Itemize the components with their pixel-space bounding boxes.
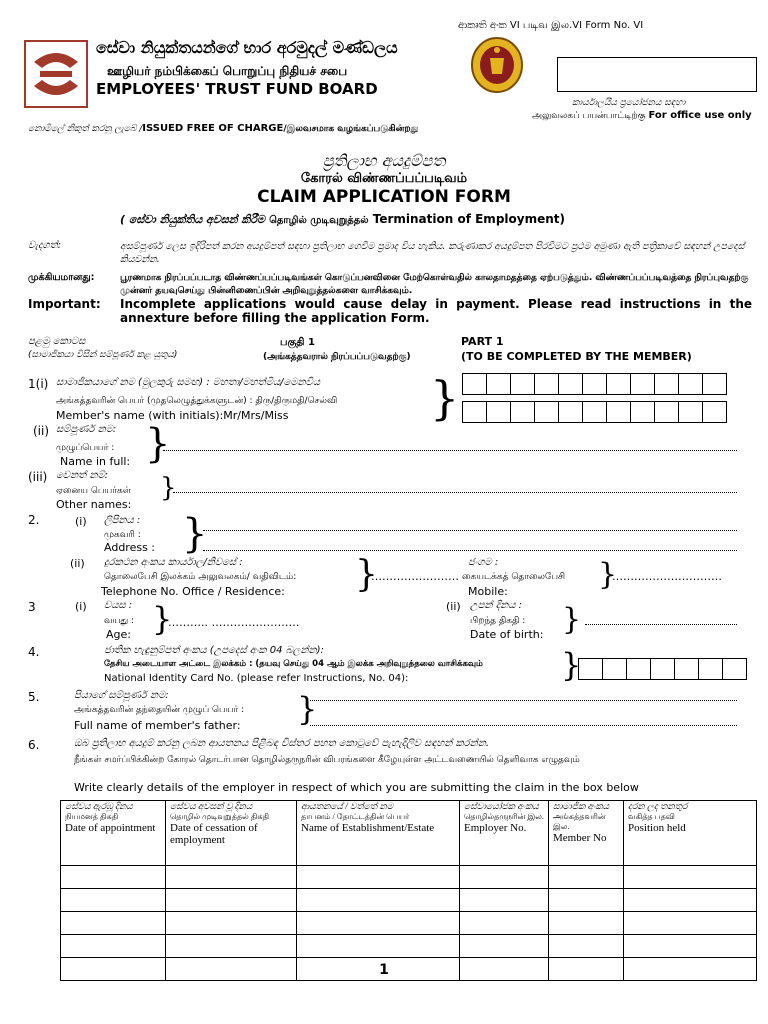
brace-10: } bbox=[297, 690, 318, 728]
field-5-sub: (ii) bbox=[70, 557, 85, 570]
field-5-label-en: Telephone No. Office / Residence: bbox=[101, 585, 285, 598]
header-ta: வகித்த பதவி bbox=[628, 812, 675, 821]
field-3-label-en: Other names: bbox=[56, 498, 132, 511]
subtitle-en: Termination of Employment) bbox=[372, 212, 565, 226]
org-name-english: EMPLOYEES' TRUST FUND BOARD bbox=[96, 80, 378, 98]
table-cell[interactable] bbox=[297, 935, 460, 958]
table-cell[interactable] bbox=[166, 912, 297, 935]
field-7-number: 4. bbox=[28, 645, 40, 659]
sri-lanka-emblem-icon bbox=[470, 36, 524, 94]
employer-label-en: Write clearly details of the employer in respect of which you are submitting the claim in the box below bbox=[74, 781, 639, 794]
address-line-1[interactable] bbox=[203, 530, 737, 531]
age-label-en: Age: bbox=[106, 628, 131, 641]
header-en: Member No bbox=[553, 832, 607, 844]
office-use-label bbox=[532, 110, 752, 122]
brace-5: } bbox=[355, 554, 378, 595]
char-box[interactable] bbox=[698, 658, 723, 680]
father-line-2[interactable] bbox=[310, 725, 737, 726]
table-cell[interactable] bbox=[61, 889, 166, 912]
employer-table bbox=[60, 800, 757, 981]
table-cell[interactable] bbox=[166, 935, 297, 958]
age-label-ta: வயது : bbox=[104, 616, 135, 626]
org-name-tamil: ஊழியர் நம்பிக்கைப் பொறுப்பு நிதியச் சபை bbox=[107, 64, 348, 78]
header-si: සේවය ඇරඹූ දිනය bbox=[65, 801, 133, 811]
field-2-label-si: සම්පූර්ණ නම: bbox=[56, 424, 117, 435]
header-en: Employer No. bbox=[464, 822, 527, 834]
char-box[interactable] bbox=[534, 373, 559, 395]
field-4-label-ta: முகவரி : bbox=[104, 530, 141, 540]
office-use-label-en: For office use only bbox=[648, 110, 752, 121]
org-name-sinhala: සේවා නියුක්තයන්ගේ භාර අරමුදල් මණ්ඩලය bbox=[96, 38, 398, 57]
field-6-number: 3 bbox=[28, 600, 36, 614]
notice-label-ta: முக்கியமானது: bbox=[28, 272, 95, 283]
table-cell[interactable] bbox=[297, 912, 460, 935]
header-en: Date of appointment bbox=[65, 822, 156, 834]
table-row bbox=[61, 889, 757, 912]
field-5-label-ta: தொலைபேசி இலக்கம் அலுவலகம்/ வதிவிடம்: bbox=[104, 572, 297, 582]
table-cell[interactable] bbox=[460, 866, 549, 889]
header-en: Position held bbox=[628, 822, 686, 834]
char-box[interactable] bbox=[578, 658, 603, 680]
char-box[interactable] bbox=[722, 658, 747, 680]
table-cell[interactable] bbox=[166, 866, 297, 889]
employer-label-ta: நீங்கள் சமர்ப்பிக்கின்ற கோரல் தொடர்பான தொழில்தருநரின் விபரங்களை கீழேயுள்ள அட்டவணையில் தெளிவாக எழுதவும் bbox=[74, 755, 580, 765]
name-initials-grid-row2[interactable] bbox=[463, 401, 727, 423]
brace-3: } bbox=[160, 473, 177, 503]
col-employer-no bbox=[460, 801, 549, 866]
father-label-si: පියාගේ සම්පූර්ණ නම: bbox=[74, 690, 169, 701]
field-3-label-si: වෙනත් නම්: bbox=[56, 470, 109, 481]
table-cell[interactable] bbox=[61, 866, 166, 889]
subtitle-si: ( සේවා නියුක්තිය අවසන් කිරීම bbox=[120, 213, 265, 226]
table-row bbox=[61, 935, 757, 958]
office-use-label-si: කාර්යාලයීය ප්‍රයෝජනය සඳහා bbox=[572, 98, 686, 108]
table-cell[interactable] bbox=[460, 912, 549, 935]
field-3-number: (iii) bbox=[28, 470, 48, 484]
dob-sub: (ii) bbox=[446, 600, 461, 613]
header-si: ආයතනයේ / වත්තේ නම bbox=[301, 801, 394, 811]
subtitle bbox=[120, 212, 565, 227]
header-si: දරන ලද තනතුර bbox=[628, 801, 688, 811]
col-cessation bbox=[166, 801, 297, 866]
field-4-number: 2. bbox=[28, 513, 40, 527]
mobile-label-en: Mobile: bbox=[468, 585, 508, 598]
header-ta: நியமனத் திகதி bbox=[65, 812, 119, 821]
field-4-label-en: Address : bbox=[104, 541, 156, 554]
brace-7: } bbox=[152, 600, 173, 638]
table-cell[interactable] bbox=[297, 889, 460, 912]
age-dots[interactable]: ……….. …………………… bbox=[168, 616, 300, 629]
dob-line[interactable] bbox=[585, 624, 737, 625]
telephone-dots[interactable]: …………………… bbox=[371, 570, 459, 583]
part-label-si: පළමු කොටස bbox=[28, 336, 86, 347]
char-box[interactable] bbox=[626, 658, 651, 680]
char-box[interactable] bbox=[678, 401, 703, 423]
header-si: සේවය අවසන් වූ දිනය bbox=[170, 801, 253, 811]
char-box[interactable] bbox=[602, 658, 627, 680]
char-box[interactable] bbox=[674, 658, 699, 680]
table-cell[interactable] bbox=[624, 935, 757, 958]
header-ta: தொழில் முடிவுறுத்தல் திகதி bbox=[170, 812, 270, 821]
title-sinhala: ප්‍රතිලාභ අයදුම්පත bbox=[322, 151, 446, 170]
issued-free-ta: /இலவசமாக வழங்கப்படுகின்றது bbox=[283, 124, 419, 134]
notice-label-en: Important: bbox=[28, 297, 101, 311]
notice-text-ta: பூரணமாக நிரப்பப்படாத விண்ணப்பப்படிவங்கள் கொடுப்பனவினை மேற்கொள்வதில் காலதாமதத்தை ஏற்படுத்தும். விண்ணப்பப்படிவத்தை நிரப்புவதற்கு முன்னர் தயவுசெய்து பின்னிணைப்பின் அறிவுறுத்தல்களை வாசிக்கவும். bbox=[120, 273, 749, 296]
char-box[interactable] bbox=[654, 401, 679, 423]
field-3-label-ta: ஏனைய பெயர்கள் bbox=[56, 486, 131, 496]
part-sub-en: (TO BE COMPLETED BY THE MEMBER) bbox=[461, 350, 692, 363]
char-box[interactable] bbox=[510, 373, 535, 395]
char-box[interactable] bbox=[606, 401, 631, 423]
etf-logo bbox=[24, 40, 88, 108]
office-use-label-ta: அலுவலகப் பயன்பாட்டிற்கு bbox=[532, 111, 646, 121]
char-box[interactable] bbox=[702, 401, 727, 423]
part-label-en: PART 1 bbox=[461, 335, 504, 348]
field-5-label-si: දුරකථන අංකය කාර්යාල/නිවසේ : bbox=[104, 557, 243, 568]
age-label-si: වයස : bbox=[104, 600, 133, 611]
char-box[interactable] bbox=[678, 373, 703, 395]
header-ta: அங்கத்தவரின் இல. bbox=[553, 812, 606, 831]
char-box[interactable] bbox=[630, 401, 655, 423]
notice-label-si: වැදගත්: bbox=[28, 240, 62, 251]
dob-label-ta: பிறந்த திகதி : bbox=[470, 616, 526, 626]
table-header-row bbox=[61, 801, 757, 866]
char-box[interactable] bbox=[654, 373, 679, 395]
page-number: 1 bbox=[379, 962, 389, 978]
table-cell[interactable] bbox=[549, 889, 624, 912]
brace-1: } bbox=[430, 371, 460, 425]
char-box[interactable] bbox=[510, 401, 535, 423]
table-cell[interactable] bbox=[549, 912, 624, 935]
field-2-label-ta: முழுப்பெயர் : bbox=[56, 443, 115, 453]
brace-6: } bbox=[598, 557, 618, 592]
issued-free-line bbox=[28, 123, 418, 135]
other-names-line[interactable] bbox=[173, 492, 737, 493]
header-ta: தாபனம் / தோட்டத்தின் பெயர் bbox=[301, 812, 410, 821]
field-9-number: 6. bbox=[28, 738, 40, 752]
header-si: සාමාජික අංකය bbox=[553, 801, 610, 811]
table-row bbox=[61, 866, 757, 889]
col-appointment bbox=[61, 801, 166, 866]
table-cell[interactable] bbox=[460, 935, 549, 958]
field-1-number: 1(i) bbox=[28, 377, 49, 391]
father-label-ta: அங்கத்தவரின் தந்தையின் முழுப் பெயர் : bbox=[74, 705, 245, 715]
field-1-label-ta: அங்கத்தவரின் பெயர் (முதலெழுத்துக்களுடன்) : திரு/திருமதி/செல்வி bbox=[56, 396, 338, 406]
table-cell[interactable] bbox=[624, 912, 757, 935]
part-sub-si: (සාමාජිකයා විසින් සම්පූර්ණ කළ යුතුය) bbox=[28, 350, 178, 360]
char-box[interactable] bbox=[462, 401, 487, 423]
name-initials-grid-row1[interactable] bbox=[463, 373, 727, 395]
field-4-label-si: ලිපිනය : bbox=[104, 515, 141, 526]
dob-label-si: උපන් දිනය : bbox=[470, 600, 522, 611]
title-english: CLAIM APPLICATION FORM bbox=[257, 187, 511, 207]
brace-4: } bbox=[182, 511, 208, 557]
notice-text-en: Incomplete applications would cause delay in payment. Please read instructions in the annexture before filling the application Form. bbox=[120, 297, 752, 325]
employer-label-si: ඔබ ප්‍රතිලාභ අයදුම් කරනු ලබන ආයතනය පිළිබඳ විස්තර පහත කොටුවේ පැහැදිලිව සඳහන් කරන්න. bbox=[74, 738, 490, 749]
table-cell[interactable] bbox=[624, 889, 757, 912]
field-4-sub: (i) bbox=[75, 515, 87, 528]
char-box[interactable] bbox=[462, 373, 487, 395]
header-si: සේවායෝජක අංකය bbox=[464, 801, 539, 811]
nic-label-si: ජාතික හැඳුනුම්පත් අංකය (උපදෙස් අංක 04 බලන්න): bbox=[104, 645, 324, 656]
mobile-label-si: ජංගම : bbox=[468, 557, 499, 568]
subtitle-ta: தொழில் முடிவுறுத்தல் bbox=[269, 215, 369, 226]
field-6-sub: (i) bbox=[75, 600, 87, 613]
header-en: Date of cessation of employment bbox=[170, 822, 258, 846]
mobile-label-ta: கையடக்கத் தொலைபேசி bbox=[462, 572, 566, 582]
table-cell[interactable] bbox=[297, 866, 460, 889]
part-sub-ta: (அங்கத்தவரால் நிரப்பப்படுவதற்கு) bbox=[263, 352, 411, 362]
char-box[interactable] bbox=[486, 401, 511, 423]
nic-grid[interactable] bbox=[579, 658, 747, 680]
form-number: ආකෘති අංක VI படிவ இல.VI Form No. VI bbox=[458, 20, 644, 31]
office-use-box[interactable] bbox=[557, 57, 757, 92]
header-ta: தொழில்தருநரின் இல. bbox=[464, 812, 544, 821]
header-en: Name of Establishment/Estate bbox=[301, 822, 435, 834]
full-name-line-1[interactable] bbox=[163, 450, 737, 451]
mobile-dots[interactable]: ………………………… bbox=[612, 570, 722, 583]
field-8-number: 5. bbox=[28, 690, 40, 704]
char-box[interactable] bbox=[486, 373, 511, 395]
col-position bbox=[624, 801, 757, 866]
issued-free-si: නොමිලේ නිකුත් කරනු ලැබේ / bbox=[28, 124, 143, 134]
father-label-en: Full name of member's father: bbox=[74, 719, 241, 732]
char-box[interactable] bbox=[582, 401, 607, 423]
father-line-1[interactable] bbox=[310, 700, 737, 701]
nic-label-ta: தேசிய அடையாள அட்டை இலக்கம் : (தயவு செய்து 04 ஆம் இலக்க அறிவுறுத்தலை வாசிக்கவும் bbox=[104, 659, 483, 669]
char-box[interactable] bbox=[702, 373, 727, 395]
brace-2: } bbox=[145, 421, 171, 467]
field-1-label-en: Member's name (with initials):Mr/Mrs/Miss bbox=[56, 409, 289, 422]
char-box[interactable] bbox=[558, 401, 583, 423]
char-box[interactable] bbox=[630, 373, 655, 395]
table-row bbox=[61, 912, 757, 935]
part-label-ta: பகுதி 1 bbox=[280, 337, 315, 348]
table-cell[interactable] bbox=[166, 889, 297, 912]
char-box[interactable] bbox=[534, 401, 559, 423]
issued-free-en: ISSUED FREE OF CHARGE bbox=[142, 123, 284, 134]
table-cell[interactable] bbox=[61, 912, 166, 935]
field-2-label-en: Name in full: bbox=[60, 455, 131, 468]
brace-8: } bbox=[562, 602, 582, 637]
title-tamil: கோரல் விண்ணப்பப்படிவம் bbox=[300, 171, 468, 186]
char-box[interactable] bbox=[558, 373, 583, 395]
dob-label-en: Date of birth: bbox=[470, 628, 544, 641]
field-1-label-si: සාමාජිකයාගේ නම (මුලකුරු සමඟ) : මහතා/මහත්මිය/මෙනවිය bbox=[56, 377, 321, 388]
notice-text-si: අසම්පූර්ණ ලෙස ඉදිරිපත් කරන අයදුම්පත් සඳහා ප්‍රතිලාභ ගෙවීම ප්‍රමාද විය හැකිය. කරුණාකර අයදුම්පත පිරවීමට ප්‍රථම අමුණා ඇති පත්‍රිකාවේ සඳහන් උපදෙස් කියවන්න. bbox=[120, 241, 745, 265]
col-establishment bbox=[297, 801, 460, 866]
brace-9: } bbox=[561, 646, 582, 684]
table-cell[interactable] bbox=[549, 866, 624, 889]
char-box[interactable] bbox=[650, 658, 675, 680]
address-line-2[interactable] bbox=[203, 550, 737, 551]
table-cell[interactable] bbox=[460, 889, 549, 912]
col-member-no bbox=[549, 801, 624, 866]
nic-label-en: National Identity Card No. (please refer Instructions, No. 04): bbox=[104, 673, 409, 684]
field-2-number: (ii) bbox=[33, 424, 50, 438]
table-cell[interactable] bbox=[61, 935, 166, 958]
char-box[interactable] bbox=[582, 373, 607, 395]
table-cell[interactable] bbox=[549, 935, 624, 958]
char-box[interactable] bbox=[606, 373, 631, 395]
table-cell[interactable] bbox=[624, 866, 757, 889]
